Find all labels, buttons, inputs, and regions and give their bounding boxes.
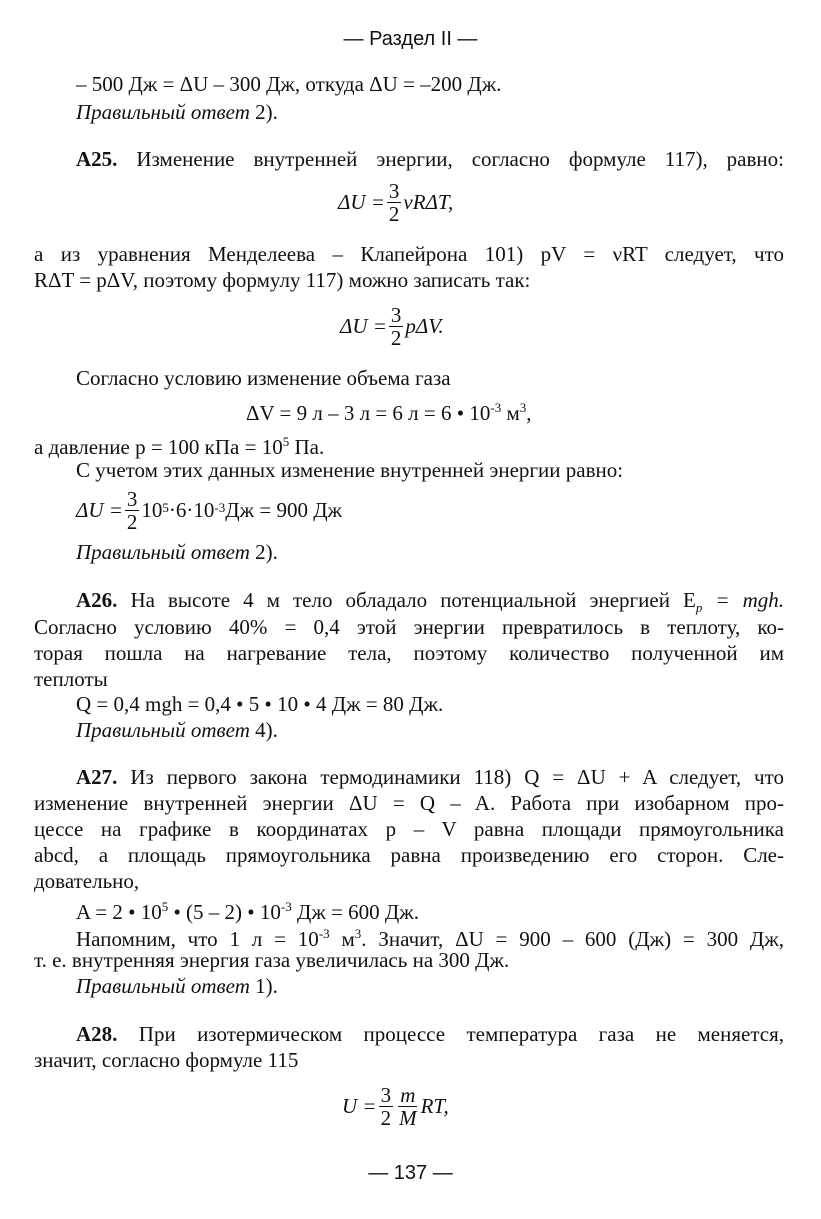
note-text: Напомним, что 1 л = 10 bbox=[76, 927, 319, 951]
a27-line-8: т. е. внутренняя энергия газа увеличилась на 300 Дж. bbox=[34, 948, 510, 972]
formula-result: Дж = 900 Дж bbox=[225, 498, 343, 522]
a25-formula-3 bbox=[76, 488, 342, 533]
exponent: -3 bbox=[490, 400, 502, 415]
a27-line-4: abcd, а площадь прямоугольника равна произведению его сторон. Сле- bbox=[34, 843, 784, 867]
a25-formula-2 bbox=[340, 304, 444, 349]
a27-line-2: изменение внутренней энергии ΔU = Q – A. Работа при изобарном про- bbox=[34, 791, 784, 815]
answer-label: Правильный ответ bbox=[76, 100, 250, 124]
a26-text: На высоте 4 м тело обладало потенциальной энергией E bbox=[130, 588, 696, 612]
exponent: 5 bbox=[161, 899, 169, 914]
a27-text: Из первого закона термодинамики 118) Q = ΔU + A следует, что bbox=[130, 765, 785, 789]
note-text: . Значит, ΔU = 900 – 600 (Дж) = 300 Дж, bbox=[361, 927, 784, 951]
fraction-numerator: 3 bbox=[390, 303, 402, 327]
formula-term: ·6·10 bbox=[168, 498, 215, 522]
fraction bbox=[125, 488, 140, 533]
a25-text-line-3: Согласно условию изменение объема газа bbox=[76, 366, 451, 390]
a25-answer-line bbox=[76, 540, 278, 564]
volume-text: ΔV = 9 л – 3 л = 6 л = 6 • 10 bbox=[246, 401, 491, 425]
fraction-denominator: 2 bbox=[388, 202, 400, 226]
a27-line-6 bbox=[76, 895, 419, 924]
formula-left: U = bbox=[342, 1094, 377, 1118]
answer-label: Правильный ответ bbox=[76, 540, 250, 564]
subscript: p bbox=[695, 600, 703, 616]
fraction bbox=[387, 180, 402, 225]
a28-line-2: значит, согласно формуле 115 bbox=[34, 1048, 299, 1072]
a25-volume-line bbox=[246, 396, 532, 425]
fraction-denominator: 2 bbox=[126, 510, 138, 534]
answer-value: 2). bbox=[255, 100, 278, 124]
a26-label: А26. bbox=[76, 588, 118, 612]
a25-text-line-1: а из уравнения Менделеева – Клапейрона 101) pV = νRT следует, что bbox=[34, 242, 784, 266]
pressure-text: а давление p = 100 кПа = 10 bbox=[34, 435, 283, 459]
page-header: — Раздел II — bbox=[343, 28, 478, 50]
unit: м bbox=[501, 401, 520, 425]
a27-line-7 bbox=[76, 922, 784, 951]
a27-answer-line bbox=[76, 974, 278, 998]
a25-formula-1 bbox=[338, 180, 453, 225]
work-text: • (5 – 2) • 10 bbox=[168, 900, 281, 924]
exponent: -3 bbox=[318, 926, 330, 941]
fraction-numerator: 3 bbox=[388, 179, 400, 203]
a26-line-5: Q = 0,4 mgh = 0,4 • 5 • 10 • 4 Дж = 80 Дж. bbox=[76, 692, 444, 716]
unit: м bbox=[329, 927, 355, 951]
a25-pressure-line bbox=[34, 430, 324, 459]
page-number: — 137 — bbox=[368, 1162, 453, 1184]
top-answer-line bbox=[76, 100, 278, 124]
unit: Па. bbox=[289, 435, 325, 459]
a26-answer-line bbox=[76, 718, 278, 742]
fraction bbox=[389, 304, 404, 349]
fraction bbox=[379, 1084, 394, 1129]
fraction-denominator: 2 bbox=[390, 326, 402, 350]
exponent: 5 bbox=[282, 434, 290, 449]
a27-line-1 bbox=[76, 765, 784, 789]
formula-right: RT, bbox=[420, 1094, 449, 1118]
top-equation-text: – 500 Дж = ΔU – 300 Дж, откуда ΔU = –200 Дж. bbox=[76, 72, 502, 96]
a27-line-3: цессе на графике в координатах p – V равна площади прямоугольника bbox=[34, 817, 784, 841]
formula-right: pΔV. bbox=[405, 314, 444, 338]
a28-formula bbox=[342, 1084, 449, 1129]
exponent: 5 bbox=[162, 500, 169, 515]
exponent: 3 bbox=[519, 400, 527, 415]
a25-label: А25. bbox=[76, 147, 118, 171]
fraction bbox=[397, 1084, 419, 1129]
formula-right: νRΔT, bbox=[403, 190, 454, 214]
work-text: A = 2 • 10 bbox=[76, 900, 162, 924]
a27-label: А27. bbox=[76, 765, 118, 789]
a27-line-5: довательно, bbox=[34, 869, 140, 893]
a26-text-end: = mgh. bbox=[702, 588, 784, 612]
a26-line-4: теплоты bbox=[34, 667, 108, 691]
a28-line-1 bbox=[76, 1022, 784, 1046]
work-result: Дж = 600 Дж. bbox=[291, 900, 420, 924]
punctuation: , bbox=[526, 401, 532, 425]
formula-term: 10 bbox=[141, 498, 163, 522]
a25-intro-line bbox=[76, 147, 784, 171]
formula-left: ΔU = bbox=[338, 190, 385, 214]
fraction-denominator: 2 bbox=[380, 1106, 392, 1130]
answer-value: 4). bbox=[255, 718, 278, 742]
a25-text-line-6: С учетом этих данных изменение внутренней энергии равно: bbox=[76, 458, 624, 482]
formula-left: ΔU = bbox=[76, 498, 123, 522]
answer-label: Правильный ответ bbox=[76, 974, 250, 998]
a28-text: При изотермическом процессе температура газа не меняется, bbox=[138, 1022, 785, 1046]
answer-value: 1). bbox=[255, 974, 278, 998]
a28-label: А28. bbox=[76, 1022, 118, 1046]
answer-value: 2). bbox=[255, 540, 278, 564]
fraction-denominator: M bbox=[399, 1106, 417, 1130]
a26-line-3: торая пошла на нагревание тела, поэтому количество полученной им bbox=[34, 641, 784, 665]
formula-left: ΔU = bbox=[340, 314, 387, 338]
fraction-numerator: 3 bbox=[380, 1083, 392, 1107]
fraction-numerator: m bbox=[400, 1083, 416, 1107]
a26-line-2: Согласно условию 40% = 0,4 этой энергии превратилось в теплоту, ко- bbox=[34, 615, 784, 639]
answer-label: Правильный ответ bbox=[76, 718, 250, 742]
exponent: -3 bbox=[280, 899, 292, 914]
top-equation-line bbox=[76, 72, 502, 96]
a25-text-line-2: RΔT = pΔV, поэтому формулу 117) можно записать так: bbox=[34, 268, 531, 292]
exponent: -3 bbox=[214, 500, 226, 515]
a25-intro: Изменение внутренней энергии, согласно формуле 117), равно: bbox=[136, 147, 784, 171]
fraction-numerator: 3 bbox=[126, 487, 138, 511]
exponent: 3 bbox=[354, 926, 362, 941]
